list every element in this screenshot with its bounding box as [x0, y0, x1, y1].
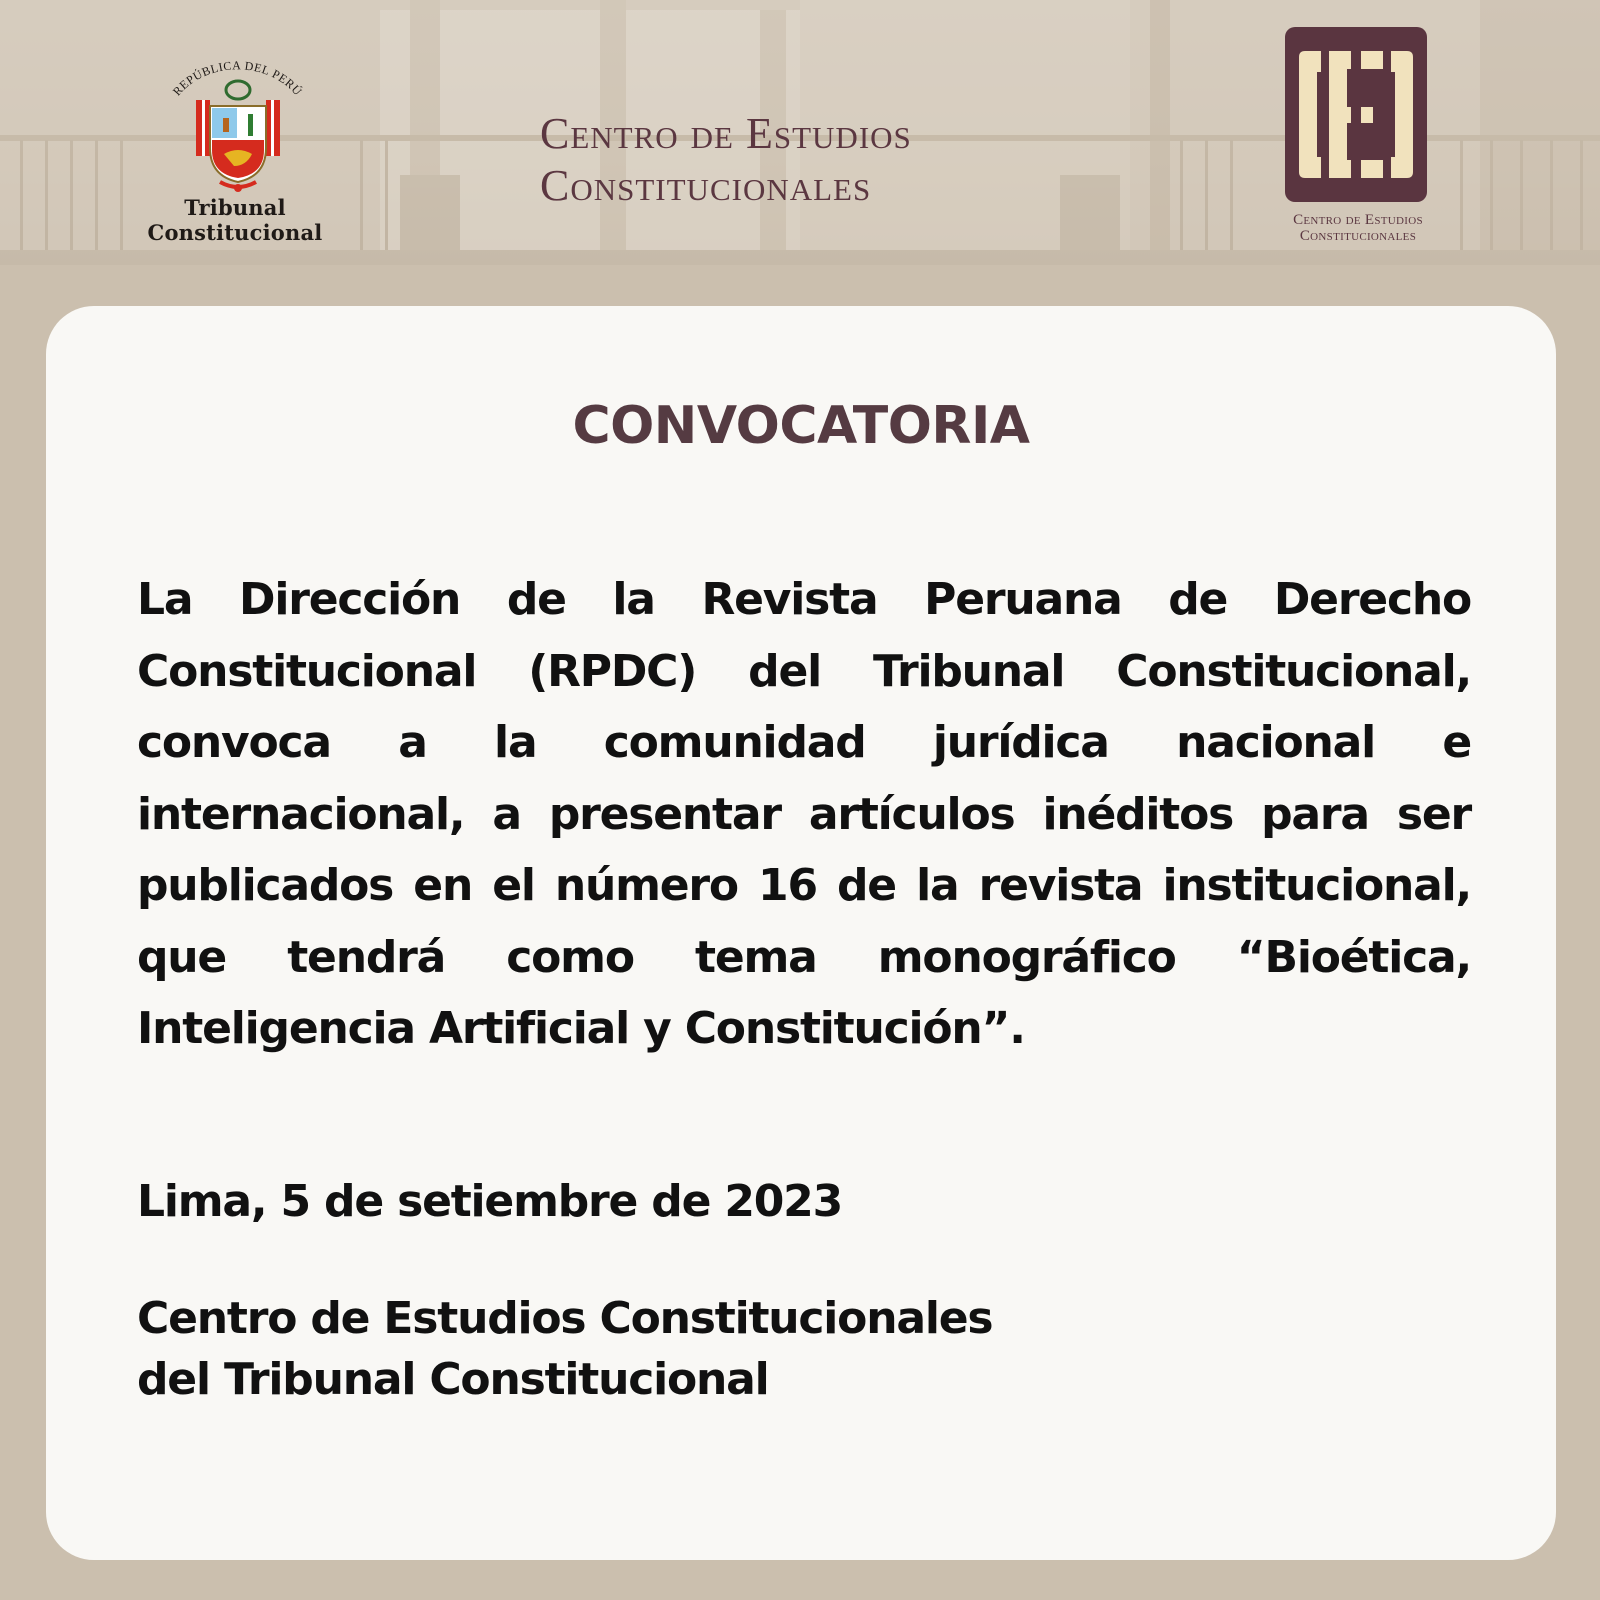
announcement-signature	[137, 1288, 1237, 1410]
header-banner	[0, 0, 1600, 265]
signature-line1: Centro de Estudios Constitucionales	[137, 1293, 993, 1344]
centro-estudios-title	[540, 108, 1060, 212]
announcement-title: CONVOCATORIA	[572, 396, 1030, 456]
cec-emblem-icon	[1285, 27, 1427, 202]
tribunal-constitucional-label: Tribunal Constitucional	[147, 195, 323, 245]
centro-estudios-title-line1: Centro de Estudios	[540, 109, 912, 158]
cec-caption-line2: Constitucionales	[1299, 228, 1417, 244]
coat-of-arms-icon	[190, 78, 286, 196]
announcement-body: La Dirección de la Revista Peruana de Derecho Constitucional (RPDC) del Tribunal Constitucional, convoca a la comunidad jurídica nacional e internacional, a presentar artículos inéditos para ser publicados en el número 16 de la revista institucional, que tendrá como tema monográfico “Bioética, Inteligencia Artificial y Constitución”.	[137, 574, 1471, 1054]
announcement-card	[46, 306, 1556, 1560]
cec-caption-line1: Centro de Estudios	[1293, 212, 1423, 228]
announcement-date: Lima, 5 de setiembre de 2023	[137, 1176, 842, 1227]
centro-estudios-title-line2: Constitucionales	[540, 161, 872, 210]
cec-logo	[1283, 27, 1433, 247]
signature-line2: del Tribunal Constitucional	[137, 1354, 769, 1405]
cec-logo-caption	[1273, 212, 1443, 244]
cec-logo-box	[1285, 27, 1427, 202]
tribunal-constitucional-logo	[110, 40, 360, 245]
svg-text:REPÚBLICA DEL PERÚ: REPÚBLICA DEL PERÚ	[169, 58, 306, 99]
